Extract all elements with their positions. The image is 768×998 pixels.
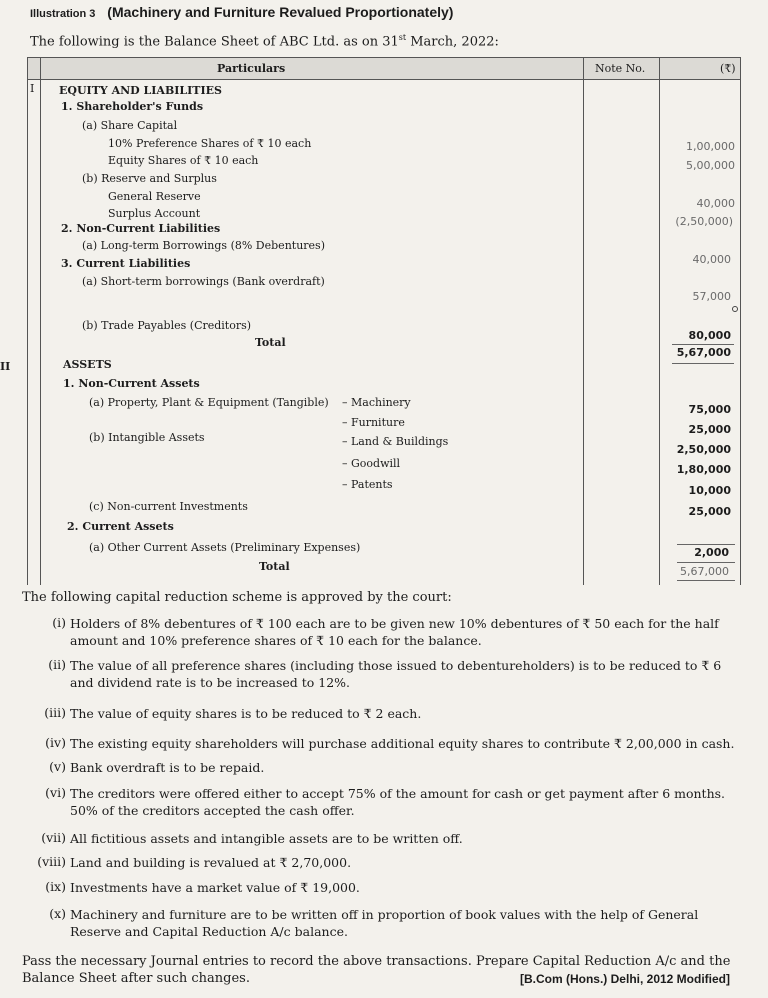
amount-trade-payables: 80,000 [688,329,731,342]
scheme-item-number: (iii) [44,705,66,720]
row-ppe: (a) Property, Plant & Equipment (Tangible) [89,396,329,409]
row-other-current-assets: (a) Other Current Assets (Preliminary Expenses) [89,541,361,554]
amount-equity-shares: 5,00,000 [686,159,735,172]
illustration-label: Illustration 3 [30,8,96,20]
row-share-capital: (a) Share Capital [82,119,178,132]
row-goodwill: – Goodwill [342,457,401,470]
row-machinery: – Machinery [342,396,411,409]
row-non-current-assets: 1. Non-Current Assets [63,377,200,390]
scheme-item-text: Investments have a market value of ₹ 19,000. [70,880,360,895]
row-equity-shares: Equity Shares of ₹ 10 each [108,154,259,167]
scheme-item-text: All fictitious assets and intangible assets are to be written off. [70,831,463,846]
scheme-item-number: (viii) [37,854,66,869]
row-furniture: – Furniture [342,416,405,429]
stray-mark [732,306,738,312]
scheme-item-number: (i) [52,615,66,630]
row-shareholders-funds: 1. Shareholder's Funds [61,100,204,113]
underline-liabilities-total-top [672,344,734,345]
scheme-item-number: (vi) [45,785,66,800]
roman-i: I [30,82,35,95]
scheme-section [22,590,742,939]
source-citation: [B.Com (Hons.) Delhi, 2012 Modified] [519,972,730,986]
underline-assets-total-top [677,544,735,545]
amount-goodwill: 1,80,000 [676,463,731,476]
scheme-item-text: Machinery and furniture are to be written off in proportion of book values with the help of General Reserve and Capital Reduction A/c balance. [70,907,699,939]
intro-sup: st [398,33,407,42]
table-left-rule [27,57,28,585]
table-header-rule [27,79,741,80]
amount-land-buildings: 2,50,000 [676,443,731,456]
scheme-item-number: (ii) [48,657,66,672]
amount-total-assets: 5,67,000 [680,565,729,578]
row-total-liabilities: Total [255,336,286,349]
table-amount-rule [659,57,660,585]
row-surplus-account: Surplus Account [108,207,201,220]
row-short-term-borrowings: (a) Short-term borrowings (Bank overdraft) [82,275,325,288]
header-particulars: Particulars [217,62,286,75]
row-reserve-surplus: (b) Reserve and Surplus [82,172,217,185]
row-long-term-borrowings: (a) Long-term Borrowings (8% Debentures) [82,239,325,252]
amount-debentures: 40,000 [692,253,731,266]
scheme-item-number: (iv) [45,735,66,750]
scheme-item-number: (vii) [41,830,66,845]
row-patents: – Patents [342,478,393,491]
roman-ii: II [0,360,11,373]
closing-instruction: Pass the necessary Journal entries to record the above transactions. Prepare Capital Reduction A/c and the Balance Sheet after such changes. [22,954,731,986]
illustration-title: (Machinery and Furniture Revalued Proportionately) [107,4,454,20]
row-preference-shares: 10% Preference Shares of ₹ 10 each [108,137,312,150]
row-non-current-investments: (c) Non-current Investments [89,500,248,513]
header-amount: (₹) [720,62,736,75]
underline-liabilities-total-bottom [672,363,734,364]
row-equity-liabilities: EQUITY AND LIABILITIES [59,84,222,97]
table-note-rule [583,57,584,585]
scheme-item-text: The creditors were offered either to accept 75% of the amount for cash or get payment after 6 months. 50% of the creditors accepted the cash offer. [70,786,726,818]
row-trade-payables: (b) Trade Payables (Creditors) [82,319,252,332]
scheme-title: The following capital reduction scheme is approved by the court: [22,590,452,605]
amount-surplus-account: (2,50,000) [675,215,733,228]
underline-assets-total-bottom [677,580,735,581]
amount-total-liabilities: 5,67,000 [676,346,731,359]
row-current-assets: 2. Current Assets [67,520,174,533]
balance-sheet-table [0,57,741,585]
amount-preference-shares: 1,00,000 [686,140,735,153]
amount-preliminary-expenses: 2,000 [694,546,729,559]
row-general-reserve: General Reserve [108,190,201,203]
row-current-liabilities: 3. Current Liabilities [61,257,191,270]
scheme-item-text: Land and building is revalued at ₹ 2,70,000. [70,855,352,870]
scheme-item-number: (x) [49,906,66,921]
intro-text [30,33,499,49]
scheme-item-number: (v) [49,759,66,774]
illustration-heading [30,4,453,20]
scheme-item-text: The existing equity shareholders will purchase additional equity shares to contribute ₹ 2,00,000 in cash. [70,736,735,751]
row-total-assets: Total [259,560,290,573]
scheme-item-number: (ix) [45,879,66,894]
row-non-current-liabilities: 2. Non-Current Liabilities [61,222,221,235]
amount-investments: 25,000 [688,505,731,518]
amount-bank-overdraft: 57,000 [692,290,731,303]
row-land-buildings: – Land & Buildings [342,435,449,448]
intro-before: The following is the Balance Sheet of ABC Ltd. as on 31 [30,34,399,50]
row-intangible-assets: (b) Intangible Assets [89,431,205,444]
scheme-item-text: The value of equity shares is to be reduced to ₹ 2 each. [70,706,422,721]
table-roman-rule [40,57,41,585]
scheme-item-text: Bank overdraft is to be repaid. [70,760,265,775]
scheme-item-text: The value of all preference shares (including those issued to debentureholders) is to be reduced to ₹ 6 and dividend rate is to be increased to 12%. [70,658,722,690]
amount-machinery: 75,000 [688,403,731,416]
row-assets: ASSETS [63,358,112,371]
amount-patents: 10,000 [688,484,731,497]
table-top-rule [27,57,741,58]
amount-general-reserve: 40,000 [696,197,735,210]
amount-furniture: 25,000 [688,423,731,436]
scheme-item-text: Holders of 8% debentures of ₹ 100 each are to be given new 10% debentures of ₹ 50 each for the half amount and 10% preference shares of ₹ 10 each for the balance. [70,616,719,648]
intro-after: March, 2022: [406,34,499,50]
header-note-no: Note No. [595,62,646,75]
underline-assets-total-mid [677,562,735,563]
table-right-rule [740,57,741,585]
